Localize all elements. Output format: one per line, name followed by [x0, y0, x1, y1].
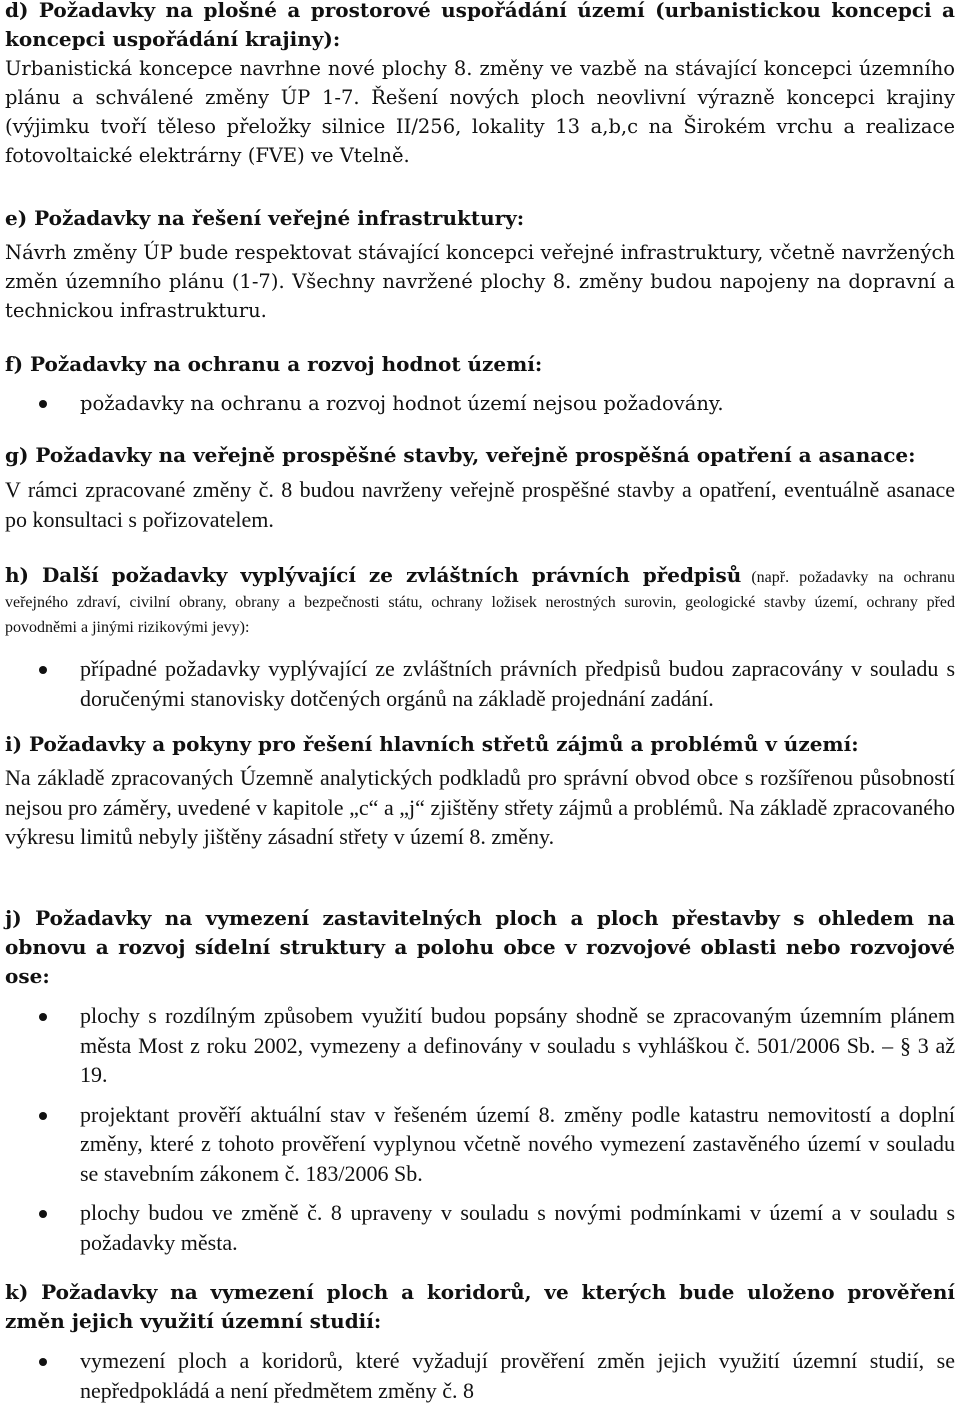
section-j [5, 904, 955, 1257]
section-g [5, 441, 955, 534]
section-f-heading: f) Požadavky na ochranu a rozvoj hodnot území: [5, 352, 543, 376]
section-h-heading: h) Další požadavky vyplývající ze zvláštních právních předpisů [5, 563, 742, 587]
section-h [5, 561, 955, 713]
section-h-heading-note: (např. požadavky na ochranu veřejného zdraví, civilní obrany, obrany a bezpečnosti státu, ochrany ložisek nerostných surovin, geologické stavby území, ochrany před povodněmi a jinými rizikovými jevy): [5, 569, 956, 636]
section-f [5, 350, 955, 418]
section-d [5, 0, 955, 170]
section-d-heading: d) Požadavky na plošné a prostorové uspořádání území (urbanistickou koncepci a koncepci uspořádání krajiny): [5, 0, 955, 51]
section-k-heading: k) Požadavky na vymezení ploch a koridorů, ve kterých bude uloženo prověření změn jejich využití územní studií: [5, 1280, 955, 1333]
section-i-text: Na základě zpracovaných Územně analytických podkladů pro správní obvod obce s rozšířenou působností nejsou pro záměry, uvedené v kapitole „c“ a „j“ zjištěny střety zájmů a problémů. Na základě zpracovaného výkresu limitů nebyly jištěny zásadní střety v území 8. změny. [5, 765, 955, 849]
section-e-heading: e) Požadavky na řešení veřejné infrastruktury: [5, 206, 525, 230]
section-d-text: Urbanistická koncepce navrhne nové plochy 8. změny ve vazbě na stávající koncepci územního plánu a schválené změny ÚP 1-7. Řešení nových ploch neovlivní výrazně koncepci krajiny (výjimku tvoří těleso přeložky silnice II/256, lokality 13 a,b,c na Širokém vrchu a realizace fotovoltaické elektrárny (FVE) ve Vtelně. [5, 57, 955, 167]
section-f-bullet: požadavky na ochranu a rozvoj hodnot území nejsou požadovány. [5, 389, 955, 418]
section-e [5, 204, 955, 325]
section-h-bullet: případné požadavky vyplývající ze zvláštních právních předpisů budou zapracovány v souladu s doručenými stanovisky dotčených orgánů na základě projednání zadání. [5, 654, 955, 713]
section-j-heading: j) Požadavky na vymezení zastavitelných ploch a ploch přestavby s ohledem na obnovu a rozvoj sídelní struktury a polohu obce v rozvojové oblasti nebo rozvojové ose: [5, 906, 955, 988]
section-j-bullet-1: plochy s rozdílným způsobem využití budou popsány shodně se zpracovaným územním plánem města Most z roku 2002, vymezeny a definovány v souladu s vyhláškou č. 501/2006 Sb. – § 3 až 19. [5, 1001, 955, 1090]
section-k-bullet: vymezení ploch a koridorů, které vyžadují prověření změn jejich využití územní studií, se nepředpokládá a není předmětem změny č. 8 [5, 1346, 955, 1405]
section-i [5, 730, 955, 852]
section-k [5, 1278, 955, 1405]
section-i-heading: i) Požadavky a pokyny pro řešení hlavních střetů zájmů a problémů v území: [5, 732, 859, 756]
section-g-text: V rámci zpracované změny č. 8 budou navrženy veřejně prospěšné stavby a opatření, eventuálně asanace po konsultaci s pořizovatelem. [5, 477, 955, 532]
section-g-heading: g) Požadavky na veřejně prospěšné stavby, veřejně prospěšná opatření a asanace: [5, 443, 916, 467]
section-j-bullet-2: projektant prověří aktuální stav v řešeném území 8. změny podle katastru nemovitostí a doplní změny, které z tohoto prověření vyplynou včetně nového vymezení zastavěného území v souladu se stavebním zákonem č. 183/2006 Sb. [5, 1100, 955, 1189]
section-j-bullet-3: plochy budou ve změně č. 8 upraveny v souladu s novými podmínkami v území a v souladu s požadavky města. [5, 1198, 955, 1257]
section-e-text: Návrh změny ÚP bude respektovat stávající koncepci veřejné infrastruktury, včetně navržených změn územního plánu (1-7). Všechny navržené plochy 8. změny budou napojeny na dopravní a technickou infrastrukturu. [5, 241, 955, 322]
